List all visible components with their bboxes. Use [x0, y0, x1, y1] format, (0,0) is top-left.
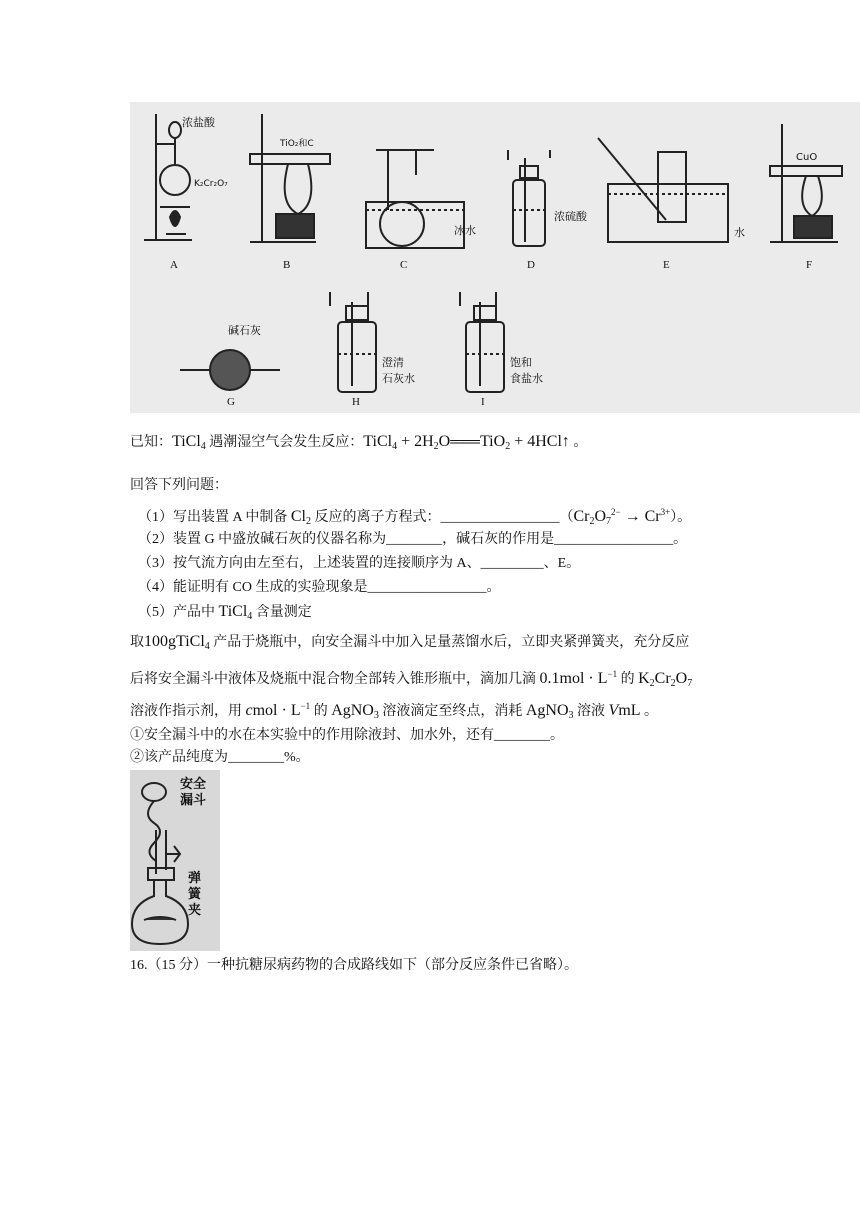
- apparatus-f: [770, 124, 842, 242]
- question-2: （2）装置 G 中盛放碱石灰的仪器名称为________，碱石灰的作用是_________________。: [138, 532, 688, 547]
- label-b: B: [283, 259, 291, 271]
- apparatus-c: [366, 150, 464, 248]
- apparatus-e: [598, 138, 728, 242]
- callout-tio2-c: TiO₂和C: [280, 139, 314, 149]
- flask-illustration: [130, 770, 220, 951]
- callout-conc-hcl: 浓盐酸: [182, 116, 215, 129]
- label-funnel-2: 漏斗: [180, 793, 207, 808]
- callout-cuo: CuO: [796, 152, 818, 163]
- callout-ice-water: 冰水: [454, 224, 476, 237]
- callout-k2cr2o7: K₂Cr₂O₇: [194, 179, 228, 189]
- answer-intro: 回答下列问题：: [130, 478, 228, 493]
- label-clamp-2: 簧: [188, 887, 202, 902]
- apparatus-d: [508, 150, 550, 246]
- apparatus-figure: [130, 102, 860, 413]
- callout-brine-1: 饱和: [510, 356, 532, 369]
- subquestion-1: ①安全漏斗中的水在本实验中的作用除液封、加水外，还有________。: [130, 728, 564, 743]
- label-a: A: [170, 259, 178, 271]
- callout-conc-h2so4: 浓硫酸: [554, 210, 587, 223]
- subquestion-2: ②该产品纯度为________%。: [130, 750, 310, 765]
- label-funnel-1: 安全: [180, 777, 207, 792]
- flask-figure: [130, 770, 220, 951]
- label-g: G: [227, 396, 235, 408]
- callout-water: 水: [734, 226, 745, 239]
- procedure-line-2: 后将安全漏斗中液体及烧瓶中混合物全部转入锥形瓶中，滴加几滴 $0.1mol \cdot L^{-1}$ 的 $K_2Cr_2O_7$: [130, 669, 693, 689]
- label-e: E: [663, 259, 670, 271]
- label-clamp-3: 夹: [188, 903, 202, 918]
- apparatus-i: [460, 292, 504, 392]
- question-3: （3）按气流方向由左至右，上述装置的连接顺序为 A、_________、E。: [138, 556, 581, 571]
- question-4: （4）能证明有 CO 生成的实验现象是_________________。: [138, 580, 501, 595]
- question-5: （5）产品中 TiCl$_4$ 含量测定: [138, 603, 312, 622]
- label-h: H: [352, 396, 360, 408]
- apparatus-h: [330, 292, 376, 392]
- apparatus-a: [144, 114, 192, 240]
- callout-soda-lime: 碱石灰: [228, 324, 261, 337]
- label-d: D: [527, 259, 535, 271]
- procedure-line-1: 取100gTiCl$_4$ 产品于烧瓶中，向安全漏斗中加入足量蒸馏水后，立即夹紧弹簧夹，充分反应: [130, 633, 690, 652]
- apparatus-letter-labels: [170, 259, 812, 408]
- label-i: I: [481, 396, 485, 408]
- apparatus-b: [250, 114, 330, 242]
- question-1: （1）写出装置 A 中制备 $Cl_2$ 反应的离子方程式：$\_\_\_\_\_\_\_\_\_\_\_\_\_\_\_\_\_(Cr_2O_7^{2-} \to Cr^{3+})$。: [138, 507, 692, 527]
- label-clamp-1: 弹: [188, 871, 202, 886]
- callout-limewater-1: 澄清: [382, 356, 404, 369]
- callout-brine-2: 食盐水: [510, 372, 543, 385]
- label-c: C: [400, 259, 408, 271]
- label-f: F: [806, 259, 813, 271]
- apparatus-g: [180, 350, 280, 390]
- apparatus-callouts: [182, 115, 817, 385]
- known-line: 已知：TiCl$_4$ 遇潮湿空气会发生反应：TiCl$_4$ + $2H_2O═══TiO_2$ + 4HCl↑ 。: [130, 433, 588, 452]
- question-16: 16.（15 分）一种抗糖尿病药物的合成路线如下（部分反应条件已省略）。: [130, 958, 578, 973]
- apparatus-illustration: [130, 102, 860, 413]
- callout-limewater-2: 石灰水: [382, 372, 415, 385]
- procedure-line-3: 溶液作指示剂，用 cmol · $L^{-1}$ 的 AgNO$_3$ 溶液滴定至终点，消耗 AgNO$_3$ 溶液 VmL 。: [130, 701, 659, 721]
